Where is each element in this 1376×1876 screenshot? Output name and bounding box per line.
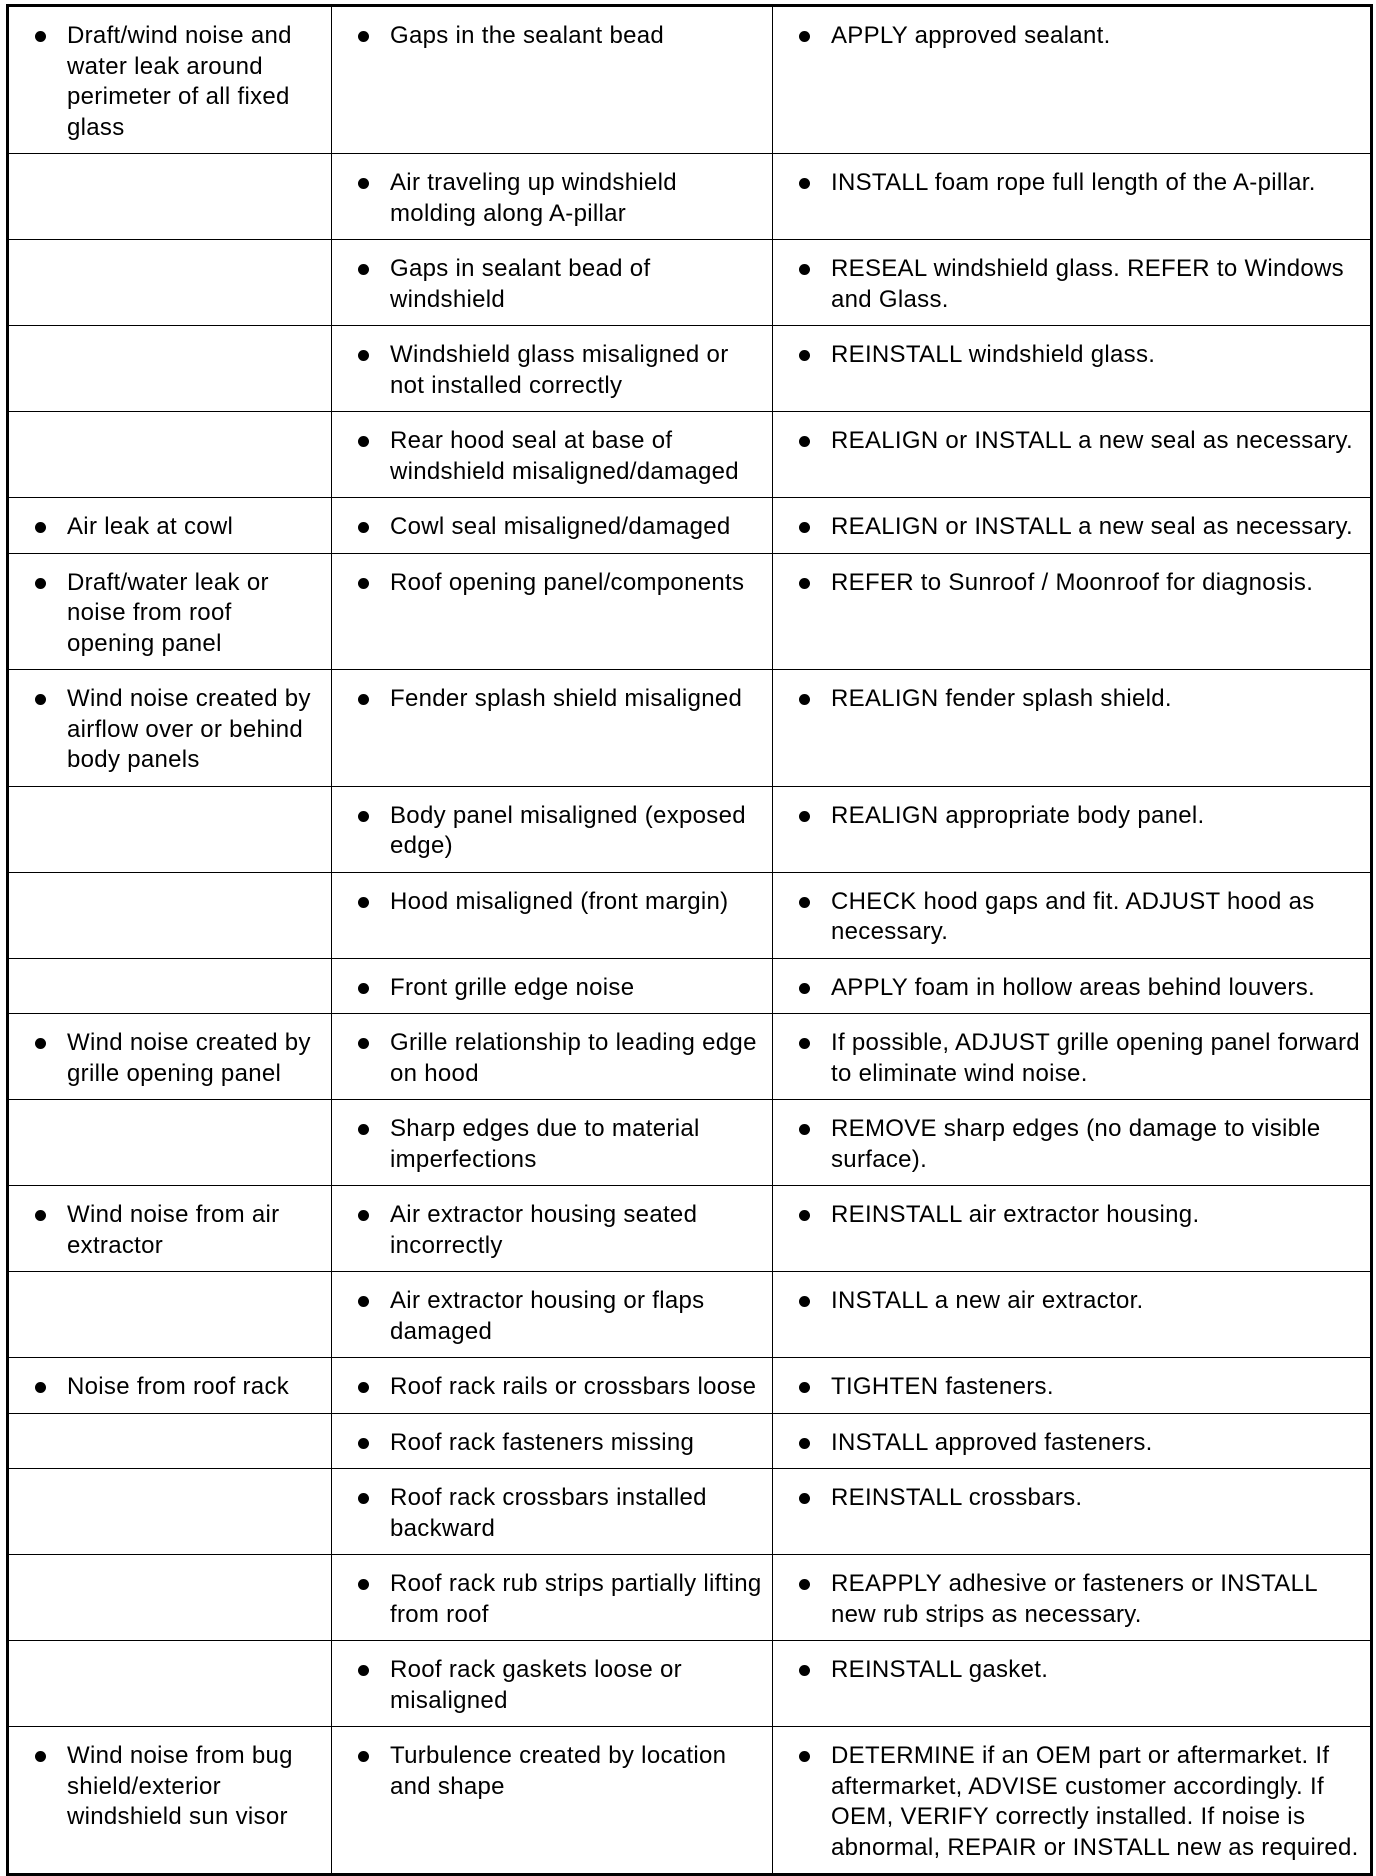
action-cell (773, 670, 1372, 787)
bullet-item (789, 254, 1364, 315)
action-cell-text: APPLY approved sealant. (831, 22, 1111, 49)
table-row (8, 1100, 1372, 1186)
bullet-icon (358, 178, 369, 189)
source-cell (332, 326, 773, 412)
source-cell (332, 6, 773, 154)
source-cell (332, 1641, 773, 1727)
source-cell (332, 670, 773, 787)
bullet-icon (799, 811, 810, 822)
action-cell-text: REINSTALL air extractor housing. (831, 1201, 1200, 1228)
source-cell-text: Grille relationship to leading edge on hood (390, 1029, 757, 1087)
bullet-item (348, 254, 766, 315)
source-cell-text: Windshield glass misaligned or not installed correctly (390, 341, 729, 399)
bullet-item (348, 21, 766, 52)
table-row (8, 1727, 1372, 1875)
bullet-icon (799, 1124, 810, 1135)
bullet-icon (799, 31, 810, 42)
source-cell-text: Front grille edge noise (390, 973, 635, 1001)
source-cell-text: Turbulence created by location and shape (390, 1742, 727, 1800)
diagnosis-table (6, 4, 1373, 1876)
action-cell (773, 1100, 1372, 1186)
source-cell (332, 412, 773, 498)
action-cell (773, 154, 1372, 240)
table-row (8, 6, 1372, 154)
bullet-item (789, 1028, 1364, 1089)
action-cell (773, 1641, 1372, 1727)
source-cell-text: Body panel misaligned (exposed edge) (390, 801, 746, 859)
condition-cell (8, 1413, 332, 1469)
source-cell (332, 958, 773, 1014)
condition-cell (8, 553, 332, 670)
condition-cell (8, 786, 332, 872)
bullet-item (789, 1428, 1364, 1459)
condition-cell (8, 1727, 332, 1875)
bullet-item (25, 684, 325, 776)
action-cell-text: REALIGN or INSTALL a new seal as necessary. (831, 427, 1353, 454)
bullet-icon (358, 578, 369, 589)
action-cell (773, 1358, 1372, 1414)
bullet-item (789, 168, 1364, 199)
action-cell-text: CHECK hood gaps and fit. ADJUST hood as necessary. (831, 887, 1315, 945)
action-cell (773, 1727, 1372, 1875)
bullet-icon (799, 1579, 810, 1590)
bullet-item (348, 1028, 766, 1089)
source-cell (332, 1727, 773, 1875)
table-row (8, 1358, 1372, 1414)
bullet-item (348, 1569, 766, 1630)
table-row (8, 1014, 1372, 1100)
condition-cell (8, 1469, 332, 1555)
bullet-item (789, 1655, 1364, 1686)
bullet-icon (358, 1124, 369, 1135)
condition-cell-text: Wind noise from bug shield/exterior windshield sun visor (67, 1742, 293, 1830)
source-cell (332, 498, 773, 554)
action-cell (773, 553, 1372, 670)
condition-cell-text: Draft/wind noise and water leak around perimeter of all fixed glass (67, 22, 292, 141)
source-cell-text: Rear hood seal at base of windshield misaligned/damaged (390, 427, 739, 485)
bullet-item (789, 21, 1364, 52)
bullet-icon (799, 522, 810, 533)
source-cell (332, 240, 773, 326)
bullet-item (25, 1372, 325, 1403)
table-row (8, 1272, 1372, 1358)
action-cell (773, 1555, 1372, 1641)
bullet-icon (358, 522, 369, 533)
bullet-item (25, 512, 325, 543)
bullet-icon (799, 1210, 810, 1221)
action-cell (773, 6, 1372, 154)
action-cell-text: APPLY foam in hollow areas behind louvers. (831, 973, 1315, 1001)
action-cell (773, 1413, 1372, 1469)
source-cell (332, 1555, 773, 1641)
action-cell (773, 326, 1372, 412)
bullet-icon (358, 1382, 369, 1393)
table-row (8, 553, 1372, 670)
bullet-item (25, 1741, 325, 1833)
bullet-icon (35, 1751, 46, 1762)
bullet-icon (35, 31, 46, 42)
bullet-item (789, 1372, 1364, 1403)
bullet-item (789, 568, 1364, 599)
condition-cell (8, 1100, 332, 1186)
source-cell-text: Cowl seal misaligned/damaged (390, 513, 731, 540)
bullet-icon (799, 1751, 810, 1762)
condition-cell (8, 6, 332, 154)
bullet-icon (358, 436, 369, 447)
table-row (8, 326, 1372, 412)
bullet-item (348, 512, 766, 543)
bullet-icon (358, 1493, 369, 1504)
source-cell (332, 1186, 773, 1272)
table-row (8, 1186, 1372, 1272)
action-cell-text: RESEAL windshield glass. REFER to Windows and Glass. (831, 255, 1344, 313)
bullet-item (789, 1114, 1364, 1175)
source-cell (332, 1358, 773, 1414)
source-cell (332, 553, 773, 670)
source-cell-text: Air extractor housing seated incorrectly (390, 1201, 698, 1259)
bullet-icon (799, 436, 810, 447)
bullet-item (348, 1655, 766, 1716)
bullet-icon (799, 350, 810, 361)
condition-cell (8, 1272, 332, 1358)
bullet-item (348, 1483, 766, 1544)
table-row (8, 872, 1372, 958)
action-cell-text: DETERMINE if an OEM part or aftermarket. If aftermarket, ADVISE customer accordingly. If OEM, VERIFY correctly installed. If noise is abnormal, REPAIR or INSTALL new as required. (831, 1742, 1359, 1861)
bullet-icon (358, 983, 369, 994)
bullet-item (25, 1200, 325, 1261)
bullet-item (348, 340, 766, 401)
bullet-icon (799, 897, 810, 908)
bullet-icon (799, 578, 810, 589)
source-cell (332, 872, 773, 958)
bullet-item (348, 1741, 766, 1802)
bullet-item (789, 340, 1364, 371)
action-cell-text: If possible, ADJUST grille opening panel forward to eliminate wind noise. (831, 1029, 1360, 1087)
table-row (8, 1641, 1372, 1727)
bullet-icon (358, 897, 369, 908)
source-cell-text: Sharp edges due to material imperfections (390, 1115, 700, 1173)
bullet-item (348, 1428, 766, 1459)
source-cell-text: Roof rack gaskets loose or misaligned (390, 1656, 682, 1714)
source-cell-text: Hood misaligned (front margin) (390, 887, 729, 915)
bullet-icon (358, 1210, 369, 1221)
table-row (8, 412, 1372, 498)
condition-cell-text: Noise from roof rack (67, 1373, 290, 1400)
source-cell-text: Roof rack crossbars installed backward (390, 1484, 707, 1542)
bullet-item (348, 1372, 766, 1403)
condition-cell-text: Wind noise from air extractor (67, 1201, 280, 1259)
bullet-icon (358, 31, 369, 42)
bullet-icon (358, 1438, 369, 1449)
condition-cell (8, 958, 332, 1014)
table-row (8, 1555, 1372, 1641)
bullet-icon (358, 350, 369, 361)
bullet-item (348, 684, 766, 715)
condition-cell (8, 154, 332, 240)
bullet-icon (799, 1493, 810, 1504)
bullet-icon (799, 264, 810, 275)
table-row (8, 154, 1372, 240)
bullet-item (25, 568, 325, 660)
condition-cell (8, 872, 332, 958)
bullet-item (789, 887, 1364, 948)
condition-cell (8, 240, 332, 326)
action-cell (773, 498, 1372, 554)
bullet-icon (358, 1296, 369, 1307)
bullet-icon (35, 1210, 46, 1221)
bullet-item (789, 684, 1364, 715)
source-cell-text: Gaps in the sealant bead (390, 22, 665, 49)
action-cell (773, 1014, 1372, 1100)
action-cell-text: INSTALL a new air extractor. (831, 1287, 1144, 1314)
bullet-item (348, 426, 766, 487)
bullet-icon (358, 1579, 369, 1590)
source-cell (332, 1272, 773, 1358)
source-cell (332, 786, 773, 872)
bullet-icon (35, 694, 46, 705)
condition-cell (8, 1358, 332, 1414)
bullet-item (789, 1741, 1364, 1863)
action-cell-text: REFER to Sunroof / Moonroof for diagnosis. (831, 568, 1314, 596)
action-cell-text: INSTALL approved fasteners. (831, 1428, 1153, 1456)
source-cell (332, 1469, 773, 1555)
action-cell-text: REALIGN or INSTALL a new seal as necessary. (831, 513, 1353, 540)
bullet-item (789, 1200, 1364, 1231)
action-cell (773, 1186, 1372, 1272)
table-row (8, 786, 1372, 872)
condition-cell (8, 1555, 332, 1641)
bullet-item (348, 1200, 766, 1261)
action-cell (773, 1272, 1372, 1358)
bullet-item (789, 1483, 1364, 1514)
condition-cell (8, 498, 332, 554)
source-cell (332, 1100, 773, 1186)
bullet-icon (358, 1751, 369, 1762)
source-cell-text: Roof rack rails or crossbars loose (390, 1373, 757, 1400)
bullet-icon (358, 694, 369, 705)
source-cell (332, 1014, 773, 1100)
source-cell-text: Gaps in sealant bead of windshield (390, 255, 651, 313)
bullet-item (789, 1286, 1364, 1317)
action-cell-text: REMOVE sharp edges (no damage to visible surface). (831, 1115, 1321, 1173)
source-cell-text: Roof opening panel/components (390, 568, 745, 596)
bullet-icon (358, 1665, 369, 1676)
source-cell-text: Air extractor housing or flaps damaged (390, 1287, 705, 1345)
condition-cell (8, 412, 332, 498)
source-cell-text: Roof rack fasteners missing (390, 1428, 695, 1456)
table-row (8, 958, 1372, 1014)
action-cell (773, 1469, 1372, 1555)
bullet-item (789, 426, 1364, 457)
condition-cell (8, 326, 332, 412)
action-cell (773, 786, 1372, 872)
action-cell-text: REINSTALL windshield glass. (831, 341, 1156, 368)
condition-cell-text: Wind noise created by grille opening panel (67, 1029, 311, 1087)
table-row (8, 498, 1372, 554)
action-cell-text: TIGHTEN fasteners. (831, 1373, 1054, 1400)
action-cell-text: REALIGN fender splash shield. (831, 685, 1172, 712)
condition-cell-text: Draft/water leak or noise from roof opening panel (67, 568, 269, 657)
source-cell-text: Fender splash shield misaligned (390, 685, 743, 712)
bullet-icon (35, 1038, 46, 1049)
action-cell-text: REAPPLY adhesive or fasteners or INSTALL new rub strips as necessary. (831, 1570, 1318, 1628)
bullet-item (348, 168, 766, 229)
bullet-item (348, 801, 766, 862)
bullet-icon (35, 522, 46, 533)
condition-cell (8, 1014, 332, 1100)
bullet-item (348, 1286, 766, 1347)
action-cell-text: INSTALL foam rope full length of the A-pillar. (831, 169, 1316, 196)
bullet-item (348, 887, 766, 918)
bullet-icon (799, 1382, 810, 1393)
bullet-item (25, 21, 325, 143)
bullet-icon (799, 1665, 810, 1676)
bullet-item (789, 973, 1364, 1004)
action-cell-text: REALIGN appropriate body panel. (831, 801, 1205, 829)
table-row (8, 240, 1372, 326)
condition-cell (8, 1186, 332, 1272)
table-row (8, 670, 1372, 787)
bullet-item (789, 1569, 1364, 1630)
bullet-icon (799, 1438, 810, 1449)
source-cell (332, 154, 773, 240)
action-cell (773, 872, 1372, 958)
bullet-icon (799, 694, 810, 705)
source-cell (332, 1413, 773, 1469)
bullet-icon (358, 264, 369, 275)
bullet-icon (799, 983, 810, 994)
bullet-icon (35, 578, 46, 589)
condition-cell-text: Air leak at cowl (67, 513, 234, 540)
bullet-item (789, 512, 1364, 543)
source-cell-text: Roof rack rub strips partially lifting from roof (390, 1570, 762, 1628)
action-cell (773, 240, 1372, 326)
bullet-icon (358, 811, 369, 822)
action-cell (773, 412, 1372, 498)
bullet-item (789, 801, 1364, 832)
bullet-icon (35, 1382, 46, 1393)
condition-cell (8, 670, 332, 787)
table-row (8, 1413, 1372, 1469)
action-cell-text: REINSTALL gasket. (831, 1656, 1049, 1683)
bullet-icon (358, 1038, 369, 1049)
condition-cell-text: Wind noise created by airflow over or behind body panels (67, 685, 311, 773)
bullet-item (348, 568, 766, 599)
bullet-icon (799, 1038, 810, 1049)
bullet-icon (799, 1296, 810, 1307)
bullet-item (348, 973, 766, 1004)
bullet-item (348, 1114, 766, 1175)
diagnosis-table-body (8, 6, 1372, 1875)
source-cell-text: Air traveling up windshield molding along A-pillar (390, 169, 677, 227)
bullet-icon (799, 178, 810, 189)
action-cell (773, 958, 1372, 1014)
bullet-item (25, 1028, 325, 1089)
condition-cell (8, 1641, 332, 1727)
table-row (8, 1469, 1372, 1555)
action-cell-text: REINSTALL crossbars. (831, 1484, 1083, 1511)
